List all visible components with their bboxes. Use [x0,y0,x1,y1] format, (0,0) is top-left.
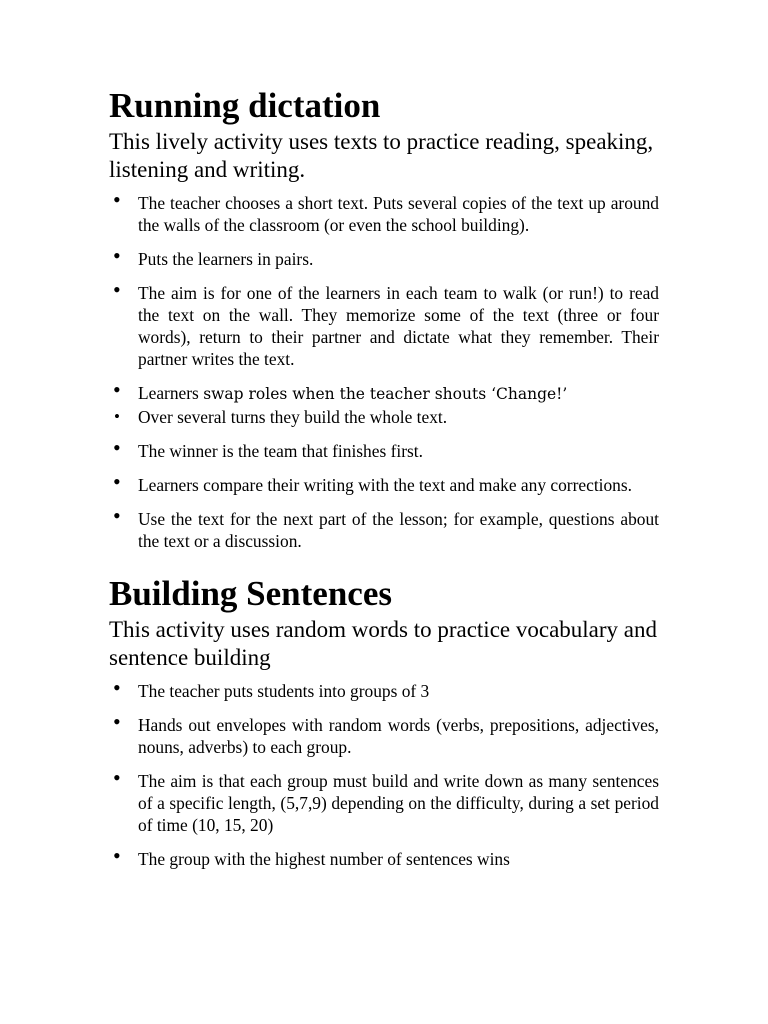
list-item-text: Learners [138,383,204,403]
list-item-text: Hands out envelopes with random words (verbs, prepositions, adjectives, nouns, adverbs) to each group. [138,715,659,757]
bullet-icon: • [114,407,120,426]
list-item [109,843,659,870]
list-item-text: The winner is the team that finishes first. [138,441,423,461]
list-item-text: The aim is that each group must build and write down as many sentences of a specific length, (5,7,9) depending on the difficulty, during a set period of time (10, 15, 20) [138,771,659,835]
list-item [109,187,659,236]
bullet-icon: • [113,187,121,212]
list-item-text: Learners compare their writing with the text and make any corrections. [138,475,632,495]
bullet-icon: • [113,503,121,528]
list-item [109,277,659,370]
list-item [109,243,659,270]
list-item-text: Puts the learners in pairs. [138,249,314,269]
list-item-text: The teacher puts students into groups of 3 [138,681,430,701]
bullet-icon: • [113,709,121,734]
section-title: Running dictation [109,86,381,125]
bullet-icon: • [113,435,121,460]
list-item [109,377,659,405]
list-item [109,503,659,552]
list-item [109,765,659,836]
list-item-text: Use the text for the next part of the lesson; for example, questions about the text or a discussion. [138,509,659,551]
bullet-icon: • [113,469,121,494]
section-building-sentences [109,572,659,870]
bullet-icon: • [113,675,121,700]
bullet-list [109,675,659,870]
bullet-icon: • [113,277,121,302]
bullet-icon: • [113,243,121,268]
section-intro: This lively activity uses texts to practice reading, speaking, listening and writing. [109,129,654,182]
bullet-icon: • [113,843,121,868]
list-item-text: The group with the highest number of sentences wins [138,849,510,869]
list-item-text: The teacher chooses a short text. Puts several copies of the text up around the walls of the classroom (or even the school building). [138,193,659,235]
section-running-dictation [109,84,659,552]
section-intro: This activity uses random words to practice vocabulary and sentence building [109,617,658,670]
list-item [109,675,659,702]
list-item [109,709,659,758]
list-item [109,469,659,496]
bullet-list [109,187,659,552]
section-title: Building Sentences [109,574,392,613]
list-item-text: Over several turns they build the whole text. [138,407,448,427]
list-item-text: The aim is for one of the learners in each team to walk (or run!) to read the text on the wall. They memorize some of the text (three or four words), return to their partner and dictate what they remember. Their partner writes the text. [138,283,659,369]
bullet-icon: • [113,377,121,402]
document-page [109,84,659,882]
list-item [109,435,659,462]
bullet-icon: • [113,765,121,790]
list-item-text-alt-font: swap roles when the teacher shouts ‘Change!’ [203,385,568,403]
list-item [109,406,659,428]
